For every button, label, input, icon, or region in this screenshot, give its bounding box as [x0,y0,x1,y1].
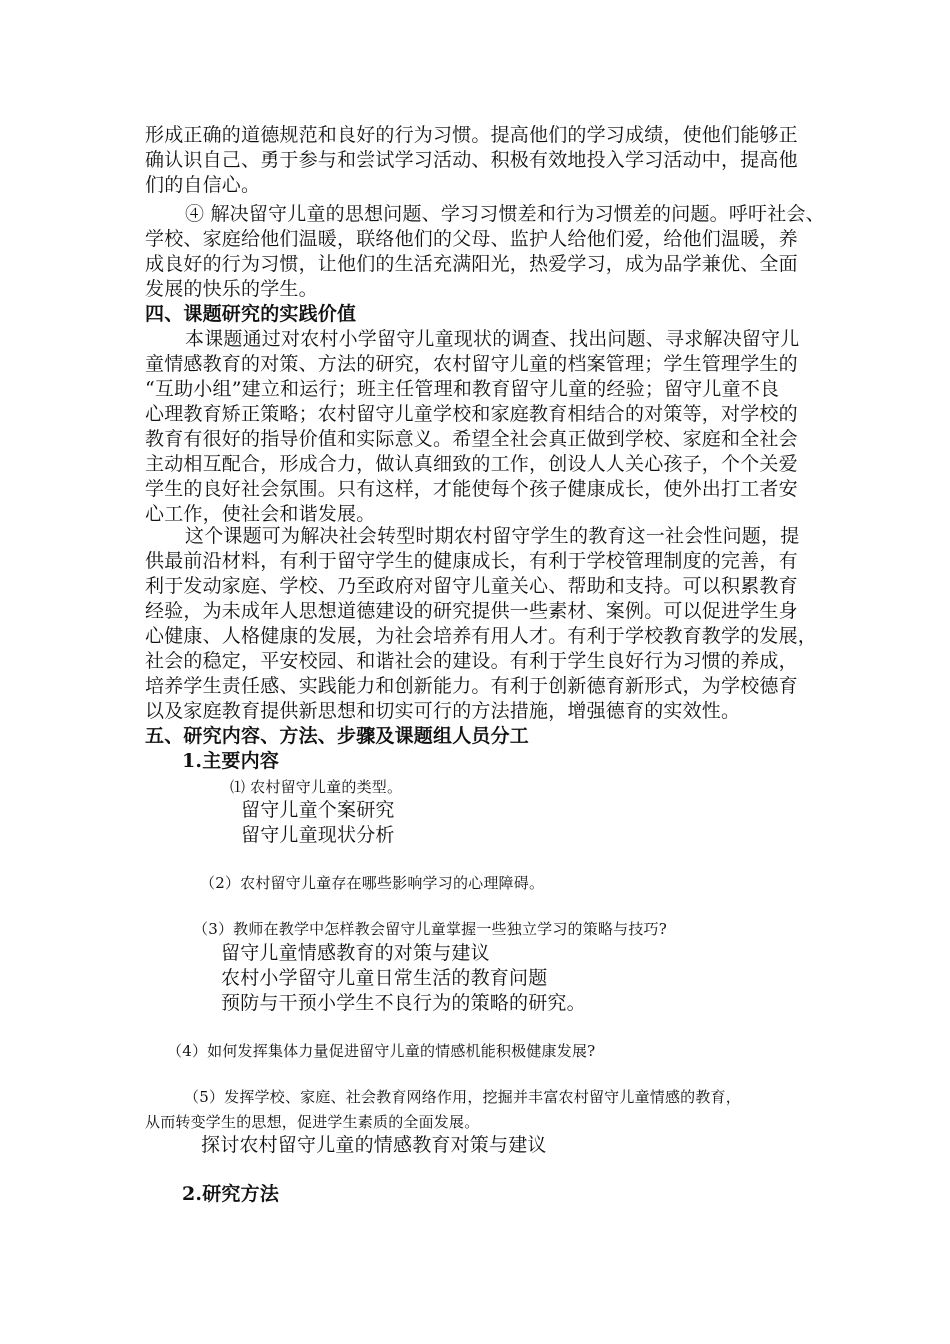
body-text-line: 经验，为未成年人思想道德建设的研究提供一些素材、案例。可以促进学生身 [145,600,798,622]
body-text-line: 发展的快乐的学生。 [145,278,318,300]
body-text-line: 成良好的行为习惯，让他们的生活充满阳光，热爱学习，成为品学兼优、全面 [145,253,798,275]
list-subitem: 预防与干预小学生不良行为的策略的研究。 [221,992,586,1014]
body-text-line: 心理教育矫正策略；农村留守儿童学校和家庭教育相结合的对策等，对学校的 [145,403,798,425]
list-item-continuation: 从而转变学生的思想，促进学生素质的全面发展。 [145,1113,480,1131]
subsection-heading: 2.研究方法 [182,1183,280,1205]
body-text-line: 心健康、人格健康的发展，为社会培养有用人才。有利于学校教育教学的发展， [145,625,818,647]
list-subitem: 探讨农村留守儿童的情感教育对策与建议 [201,1134,547,1156]
section-heading: 五、研究内容、方法、步骤及课题组人员分工 [145,725,530,747]
body-text-line: “互助小组”建立和运行；班主任管理和教育留守儿童的经验；留守儿童不良 [145,378,780,400]
body-text-line: 教育有很好的指导价值和实际意义。希望全社会真正做到学校、家庭和全社会 [145,428,798,450]
section-heading: 四、课题研究的实践价值 [145,303,357,325]
list-item: （5）发挥学校、家庭、社会教育网络作用，挖掘并丰富农村留守儿童情感的教育， [184,1088,741,1106]
list-item: （2）农村留守儿童存在哪些影响学习的心理障碍。 [200,874,545,892]
body-text-line: 以及家庭教育提供新思想和切实可行的方法措施，增强德育的实效性。 [145,700,741,722]
body-text-line: 学校、家庭给他们温暖，联络他们的父母、监护人给他们爱，给他们温暖，养 [145,228,798,250]
subsection-heading: 1.主要内容 [182,750,280,772]
list-item: ⑴ 农村留守儿童的类型。 [230,778,403,796]
body-text-line: 心工作，使社会和谐发展。 [145,503,376,525]
list-subitem: 留守儿童个案研究 [241,799,395,821]
body-text-line: 本课题通过对农村小学留守儿童现状的调查、找出问题、寻求解决留守儿 [185,328,800,350]
body-text-line: 利于发动家庭、学校、乃至政府对留守儿童关心、帮助和支持。可以积累教育 [145,575,798,597]
body-text-line: 社会的稳定，平安校园、和谐社会的建设。有利于学生良好行为习惯的养成， [145,650,798,672]
body-text-line: 供最前沿材料，有利于留守学生的健康成长，有利于学校管理制度的完善，有 [145,550,798,572]
body-text-line: ④ 解决留守儿童的思想问题、学习习惯差和行为习惯差的问题。呼吁社会、 [185,203,825,225]
list-subitem: 留守儿童情感教育的对策与建议 [221,942,490,964]
body-text-line: 培养学生责任感、实践能力和创新能力。有利于创新德育新形式，为学校德育 [145,675,798,697]
list-item: （4）如何发挥集体力量促进留守儿童的情感机能积极健康发展? [167,1042,596,1060]
list-item: （3）教师在教学中怎样教会留守儿童掌握一些独立学习的策略与技巧? [193,920,667,938]
body-text-line: 这个课题可为解决社会转型时期农村留守学生的教育这一社会性问题，提 [185,525,800,547]
body-text-line: 们的自信心。 [145,174,261,196]
body-text-line: 形成正确的道德规范和良好的行为习惯。提高他们的学习成绩，使他们能够正 [145,124,798,146]
body-text-line: 学生的良好社会氛围。只有这样，才能使每个孩子健康成长，使外出打工者安 [145,478,798,500]
body-text-line: 童情感教育的对策、方法的研究，农村留守儿童的档案管理；学生管理学生的 [145,353,798,375]
body-text-line: 确认识自己、勇于参与和尝试学习活动、积极有效地投入学习活动中，提高他 [145,149,798,171]
body-text-line: 主动相互配合，形成合力，做认真细致的工作，创设人人关心孩子，个个关爱 [145,453,798,475]
list-subitem: 农村小学留守儿童日常生活的教育问题 [221,967,548,989]
list-subitem: 留守儿童现状分析 [241,824,395,846]
